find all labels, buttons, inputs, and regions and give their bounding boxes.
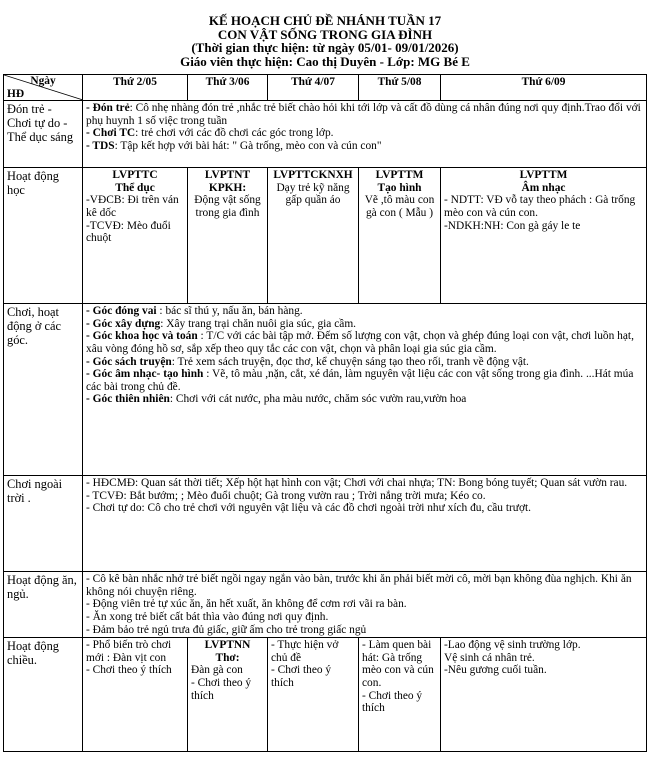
corner-diagonal bbox=[4, 75, 83, 100]
cell-hoc-monday: LVPTTC Thể dục -VĐCB: Đi trên ván kê dốc -TCVĐ: Mèo đuổi chuột bbox=[83, 168, 188, 304]
list-item: - Đảm bảo trẻ ngủ trưa đủ giấc, giữ ấm cho trẻ trong giấc ngủ bbox=[86, 623, 367, 636]
plan-teacher: Giáo viên thực hiện: Cao thị Duyên - Lớp: MG Bé E bbox=[180, 53, 470, 69]
list-item: - Chơi tự do: Cô cho trẻ chơi với nguyên vật liệu và các đồ chơi ngoài trời như xích đu, cầu trượt. bbox=[86, 502, 532, 515]
cell-don-tre bbox=[83, 101, 647, 168]
day-header-tuesday: Thứ 3/06 bbox=[188, 75, 268, 101]
cell-ngoai-troi bbox=[83, 476, 647, 572]
plan-time: (Thời gian thực hiện: từ ngày 05/01- 09/01/2026) bbox=[191, 40, 459, 55]
table-header-row bbox=[4, 75, 647, 101]
list-item: - TCVĐ: Bắt bướm; ; Mèo đuổi chuột; Gà trong vườn rau ; Trời nắng trời mưa; Kéo co. bbox=[86, 489, 486, 502]
row-hoat-dong-hoc bbox=[4, 168, 647, 304]
row-label-an-ngu: Hoạt động ăn, ngủ. bbox=[4, 572, 83, 638]
list-item: - Góc đóng vai : bác sĩ thú y, nấu ăn, bán hàng. bbox=[86, 305, 303, 318]
row-label-choi-goc: Chơi, hoạt động ở các góc. bbox=[4, 304, 83, 476]
cell-chieu-thursday: - Làm quen bài hát: Gà trống mèo con và cún con. - Chơi theo ý thích bbox=[359, 638, 441, 752]
cell-chieu-tuesday: LVPTNN Thơ: Đàn gà con - Chơi theo ý thích bbox=[188, 638, 268, 752]
list-item: - Góc âm nhạc- tạo hình : Vẽ, tô màu ,nặn, cắt, xé dán, làm nguyên vật liệu các con vật sống trong gia đình. ...Hát múa các bài trong chủ đề. bbox=[86, 368, 634, 393]
day-header-monday: Thứ 2/05 bbox=[83, 75, 188, 101]
row-choi-goc bbox=[4, 304, 647, 476]
cell-chieu-friday: -Lao động vệ sinh trường lớp. Vệ sinh cá nhân trẻ. -Nêu gương cuối tuần. bbox=[441, 638, 647, 752]
row-don-tre bbox=[4, 101, 647, 168]
row-label-hoat-dong-hoc: Hoạt động học bbox=[4, 168, 83, 304]
cell-an-ngu bbox=[83, 572, 647, 638]
cell-chieu-wednesday: - Thực hiện vở chủ đề - Chơi theo ý thích bbox=[268, 638, 359, 752]
plan-title: KẾ HOẠCH CHỦ ĐỀ NHÁNH TUẦN 17 bbox=[208, 13, 442, 28]
list-item: - Động viên trẻ tự xúc ăn, ăn hết xuất, ăn không để cơm rơi vãi ra bàn. bbox=[86, 598, 407, 611]
cell-hoc-friday: LVPTTM Âm nhạc - NDTT: VĐ vỗ tay theo phách : Gà trống mèo con và cún con. -NDKH:NH: Con gà gáy le te bbox=[441, 168, 647, 304]
list-item: - Đón trẻ: Cô nhẹ nhàng đón trẻ ,nhắc trẻ biết chào hỏi khi tới lớp và cất đồ dùng cá nhân đúng nơi quy định.Trao đổi với phụ huynh 1 số việc trong tuần bbox=[86, 102, 641, 127]
list-item: - Cô kê bàn nhắc nhở trẻ biết ngồi ngay ngắn vào bàn, trước khi ăn phải biết mời cô, mời bạn không đùa nghịch. Khi ăn không nói chuyện riêng. bbox=[86, 573, 632, 598]
cell-chieu-monday: - Phổ biến trò chơi mới : Đàn vịt con - Chơi theo ý thích bbox=[83, 638, 188, 752]
row-ngoai-troi bbox=[4, 476, 647, 572]
row-an-ngu bbox=[4, 572, 647, 638]
corner-cell bbox=[4, 75, 83, 101]
cell-hoc-tuesday: LVPTNT KPKH: Động vật sống trong gia đình bbox=[188, 168, 268, 304]
row-label-don-tre: Đón trẻ - Chơi tự do - Thể dục sáng bbox=[4, 101, 83, 168]
weekly-plan-table bbox=[3, 74, 647, 752]
list-item: - Góc sách truyện: Trẻ xem sách truyện, đọc thơ, kể chuyện sáng tạo theo rối, tranh về động vật. bbox=[86, 355, 529, 368]
list-item: - Chơi TC: trẻ chơi với các đồ chơi các góc trong lớp. bbox=[86, 127, 334, 140]
cell-hoc-wednesday: LVPTTCKNXH Dạy trẻ kỹ năng gấp quần áo bbox=[268, 168, 359, 304]
cell-hoc-thursday: LVPTTM Tạo hình Vẽ ,tô màu con gà con ( Mẫu ) bbox=[359, 168, 441, 304]
corner-top-label: Ngày bbox=[30, 75, 56, 87]
list-item: - TDS: Tập kết hợp với bài hát: " Gà trống, mèo con và cún con" bbox=[86, 139, 382, 152]
cell-choi-goc bbox=[83, 304, 647, 476]
day-header-friday: Thứ 6/09 bbox=[441, 75, 647, 101]
list-item: - HĐCMĐ: Quan sát thời tiết; Xếp hột hạt hình con vật; Chơi với chai nhựa; TN: Bong bóng tuyết; Quan sát vườn rau. bbox=[86, 477, 628, 490]
row-label-chieu: Hoạt động chiều. bbox=[4, 638, 83, 752]
list-item: - Góc thiên nhiên: Chơi với cát nước, pha màu nước, chăm sóc vườn rau,vườn hoa bbox=[86, 393, 467, 406]
corner-bottom-label: HĐ bbox=[7, 87, 25, 100]
list-item: - Góc khoa học và toán : T/C với các bài tập mở. Đếm số lượng con vật, chọn và ghép đúng loại con vật, chơi luồn hạt, xâu vòng đóng hồ sơ, sắp xếp theo quy tắc các con vật, chọn và phân loại gia súc gia cầm. bbox=[86, 330, 634, 355]
row-label-ngoai-troi: Chơi ngoài trời . bbox=[4, 476, 83, 572]
plan-subtitle: CON VẬT SỐNG TRONG GIA ĐÌNH bbox=[217, 26, 433, 42]
day-header-thursday: Thứ 5/08 bbox=[359, 75, 441, 101]
document-header bbox=[0, 14, 650, 68]
list-item: - Góc xây dựng: Xây trang trại chăn nuôi gia súc, gia cầm. bbox=[86, 317, 357, 330]
list-item: - Ăn xong trẻ biết cất bát thìa vào đúng nơi quy định. bbox=[86, 610, 329, 623]
day-header-wednesday: Thứ 4/07 bbox=[268, 75, 359, 101]
row-chieu bbox=[4, 638, 647, 752]
